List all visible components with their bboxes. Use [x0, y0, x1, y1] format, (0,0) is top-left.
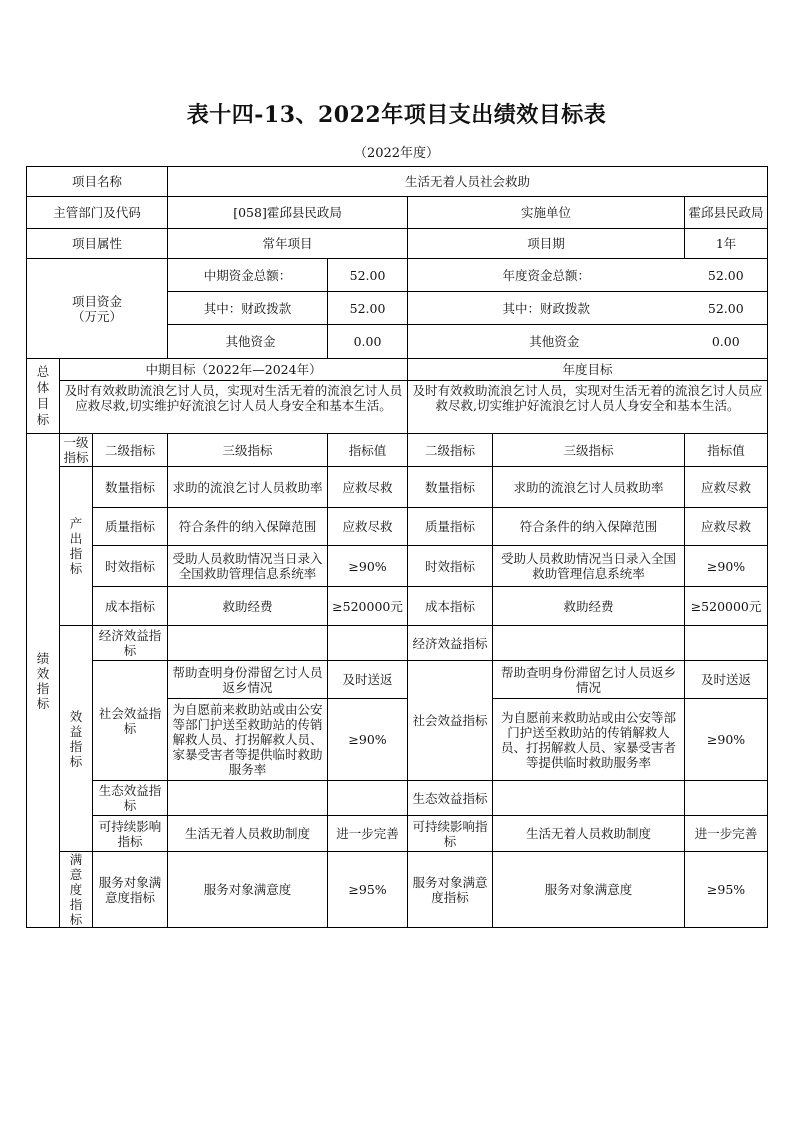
quality-l3-mid: 符合条件的纳入保障范围 — [168, 508, 328, 546]
economic-value-year — [685, 626, 768, 661]
mid-fiscal-label: 其中：财政拨款 — [168, 292, 328, 325]
service-l3-mid: 服务对象满意度 — [168, 852, 328, 928]
social-a-l3-year: 帮助查明身份滞留乞讨人员返乡情况 — [493, 661, 685, 699]
quality-l2-mid: 质量指标 — [93, 508, 168, 546]
year-total-value: 52.00 — [685, 259, 768, 292]
header-level2-year: 二级指标 — [408, 434, 493, 467]
row-goal-text — [27, 381, 768, 434]
economic-l2-mid: 经济效益指标 — [93, 626, 168, 661]
mid-fiscal-value: 52.00 — [328, 292, 408, 325]
social-b-l3-mid: 为自愿前来救助站或由公安等部门护送至救助站的传销解救人员、打拐解救人员、家暴受害者等提供临时救助服务率 — [168, 699, 328, 781]
mid-other-label: 其他资金 — [168, 325, 328, 359]
ecological-value-year — [685, 781, 768, 816]
ecological-l2-year: 生态效益指标 — [408, 781, 493, 816]
row-funds-total — [27, 259, 768, 292]
year-goal-text: 及时有效救助流浪乞讨人员，实现对生活无着的流浪乞讨人员应救尽救,切实维护好流浪乞讨人员人身安全和基本生活。 — [408, 381, 768, 434]
economic-value-mid — [328, 626, 408, 661]
sustain-value-mid: 进一步完善 — [328, 816, 408, 852]
cost-l2-year: 成本指标 — [408, 587, 493, 626]
cost-l3-mid: 救助经费 — [168, 587, 328, 626]
quality-value-mid: 应救尽救 — [328, 508, 408, 546]
social-a-l3-mid: 帮助查明身份滞留乞讨人员返乡情况 — [168, 661, 328, 699]
period-value: 1年 — [685, 229, 768, 259]
row-sustain — [27, 816, 768, 852]
social-b-value-mid: ≥90% — [328, 699, 408, 781]
timeliness-l2-year: 时效指标 — [408, 546, 493, 587]
sustain-value-year: 进一步完善 — [685, 816, 768, 852]
social-a-value-year: 及时送返 — [685, 661, 768, 699]
social-a-value-mid: 及时送返 — [328, 661, 408, 699]
timeliness-l2-mid: 时效指标 — [93, 546, 168, 587]
header-value-year: 指标值 — [685, 434, 768, 467]
quantity-l2-mid: 数量指标 — [93, 467, 168, 508]
header-level1: 一级指标 — [60, 434, 93, 467]
quantity-l3-mid: 求助的流浪乞讨人员救助率 — [168, 467, 328, 508]
cost-l3-year: 救助经费 — [493, 587, 685, 626]
quantity-l2-year: 数量指标 — [408, 467, 493, 508]
timeliness-l3-mid: 受助人员救助情况当日录入全国救助管理信息系统率 — [168, 546, 328, 587]
sustain-l2-mid: 可持续影响指标 — [93, 816, 168, 852]
mid-other-value: 0.00 — [328, 325, 408, 359]
social-l2-year: 社会效益指标 — [408, 661, 493, 781]
mid-total-value: 52.00 — [328, 259, 408, 292]
row-indicator-headers — [27, 434, 768, 467]
header-level3-year: 三级指标 — [493, 434, 685, 467]
timeliness-value-year: ≥90% — [685, 546, 768, 587]
cost-value-year: ≥520000元 — [685, 587, 768, 626]
dept-label: 主管部门及代码 — [27, 197, 168, 229]
impl-value: 霍邱县民政局 — [685, 197, 768, 229]
benefit-indicator-label: 效益指标 — [60, 626, 93, 852]
perf-indicator-label: 绩效指标 — [27, 434, 60, 928]
row-department — [27, 197, 768, 229]
impl-label: 实施单位 — [408, 197, 685, 229]
period-label: 项目期 — [408, 229, 685, 259]
row-project-name — [27, 167, 768, 197]
timeliness-value-mid: ≥90% — [328, 546, 408, 587]
sustain-l2-year: 可持续影响指标 — [408, 816, 493, 852]
year-other-label: 其他资金 — [408, 325, 685, 359]
attr-label: 项目属性 — [27, 229, 168, 259]
row-cost — [27, 587, 768, 626]
ecological-l2-mid: 生态效益指标 — [93, 781, 168, 816]
quality-value-year: 应救尽救 — [685, 508, 768, 546]
year-fiscal-value: 52.00 — [685, 292, 768, 325]
service-value-mid: ≥95% — [328, 852, 408, 928]
service-l3-year: 服务对象满意度 — [493, 852, 685, 928]
sustain-l3-mid: 生活无着人员救助制度 — [168, 816, 328, 852]
row-quantity — [27, 467, 768, 508]
project-name-value: 生活无着人员社会救助 — [168, 167, 768, 197]
row-timeliness — [27, 546, 768, 587]
row-social-a — [27, 661, 768, 699]
year-goal-header: 年度目标 — [408, 359, 768, 381]
mid-goal-text: 及时有效救助流浪乞讨人员，实现对生活无着的流浪乞讨人员应救尽救,切实维护好流浪乞讨人员人身安全和基本生活。 — [60, 381, 408, 434]
social-l2-mid: 社会效益指标 — [93, 661, 168, 781]
quantity-value-mid: 应救尽救 — [328, 467, 408, 508]
economic-l2-year: 经济效益指标 — [408, 626, 493, 661]
project-name-label: 项目名称 — [27, 167, 168, 197]
sustain-l3-year: 生活无着人员救助制度 — [493, 816, 685, 852]
header-level2-mid: 二级指标 — [93, 434, 168, 467]
year-fiscal-label: 其中：财政拨款 — [408, 292, 685, 325]
funds-label: 项目资金 （万元） — [27, 259, 168, 359]
mid-goal-header: 中期目标（2022年—2024年） — [60, 359, 408, 381]
timeliness-l3-year: 受助人员救助情况当日录入全国救助管理信息系统率 — [493, 546, 685, 587]
quality-l2-year: 质量指标 — [408, 508, 493, 546]
cost-value-mid: ≥520000元 — [328, 587, 408, 626]
row-attribute — [27, 229, 768, 259]
year-total-label: 年度资金总额： — [408, 259, 685, 292]
row-economic — [27, 626, 768, 661]
ecological-value-mid — [328, 781, 408, 816]
dept-value: [058]霍邱县民政局 — [168, 197, 408, 229]
service-value-year: ≥95% — [685, 852, 768, 928]
output-indicator-label: 产出指标 — [60, 467, 93, 626]
ecological-l3-year — [493, 781, 685, 816]
cost-l2-mid: 成本指标 — [93, 587, 168, 626]
ecological-l3-mid — [168, 781, 328, 816]
quantity-value-year: 应救尽救 — [685, 467, 768, 508]
header-value-mid: 指标值 — [328, 434, 408, 467]
page-subtitle: （2022年度） — [353, 146, 440, 161]
service-l2-mid: 服务对象满意度指标 — [93, 852, 168, 928]
row-ecological — [27, 781, 768, 816]
overall-goal-label: 总体目标 — [27, 359, 60, 434]
attr-value: 常年项目 — [168, 229, 408, 259]
quantity-l3-year: 求助的流浪乞讨人员救助率 — [493, 467, 685, 508]
quality-l3-year: 符合条件的纳入保障范围 — [493, 508, 685, 546]
economic-l3-mid — [168, 626, 328, 661]
social-b-l3-year: 为自愿前来救助站或由公安等部门护送至救助站的传销解救人员、打拐解救人员、家暴受害者等提供临时救助服务率 — [493, 699, 685, 781]
economic-l3-year — [493, 626, 685, 661]
row-quality — [27, 508, 768, 546]
satisfaction-indicator-label: 满意度指标 — [60, 852, 93, 928]
header-level3-mid: 三级指标 — [168, 434, 328, 467]
social-b-value-year: ≥90% — [685, 699, 768, 781]
performance-table — [26, 166, 768, 928]
mid-total-label: 中期资金总额： — [168, 259, 328, 292]
year-other-value: 0.00 — [685, 325, 768, 359]
service-l2-year: 服务对象满意度指标 — [408, 852, 493, 928]
row-goal-header — [27, 359, 768, 381]
row-service — [27, 852, 768, 928]
page-title: 表十四-13、2022年项目支出绩效目标表 — [186, 102, 607, 128]
